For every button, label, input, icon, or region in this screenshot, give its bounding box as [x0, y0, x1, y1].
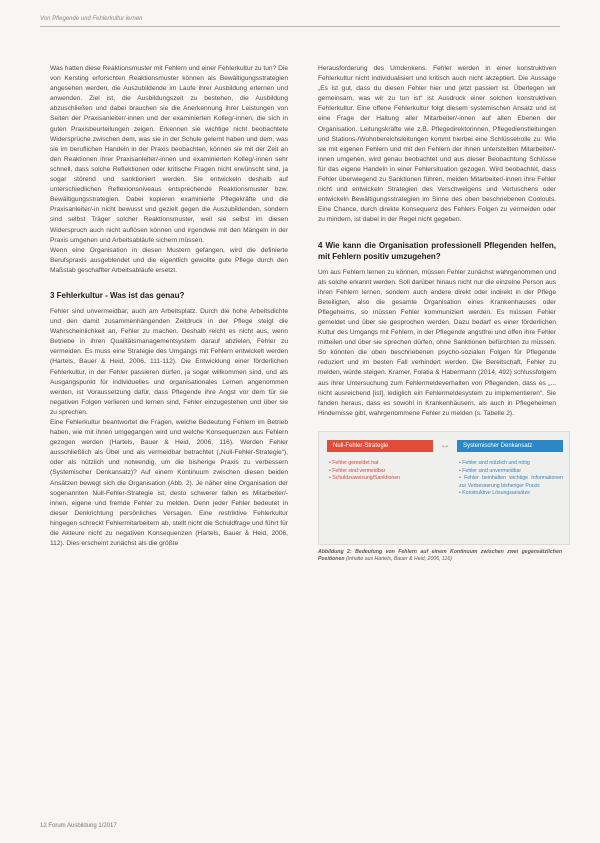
running-head: Von Pflegende und Fehlerkultur lernen	[40, 16, 143, 22]
page-footer: 12 Forum Ausbildung 1/2017	[40, 823, 117, 829]
figure-right-label: Systemischer Denkansatz	[457, 440, 563, 452]
section-heading-3: 3 Fehlerkultur - Was ist das genau?	[50, 290, 185, 300]
paragraph: Eine Fehlerkultur beantwortet die Fragen, welche Bedeutung Fehlern im Betrieb haben, wie mit ihnen umgegangen wird und welche Konsequenzen aus Fehlern gezogen werden (Hartels, Bauer & Heid, 2006, 116). Werden Fehler ausschließlich als Übel und als vermeidbar betrachtet („Null-Fehler-Strategie“), oder als nützlich und notwendig, um die bisherige Praxis zu verbessern (Systemischer Denkansatz)? Auf einem Kontinuum zwischen diesen beiden Ansätzen bewegt sich die Organisation (Abb. 2). Je näher eine Organisation der sogenannten Null-Fehler-Strategie ist, desto schwerer fallen es Mitarbeiter/-innen, eigene und fremde Fehler zu melden. Denn jeder Fehler bedeutet in dieser Denkrichtung persönliches Versagen. Eine restriktive Fehlerkultur hingegen schreckt Fehlermitarbeitern ab, stellt nicht die Schuldfrage und führt für die Akteure nicht zu negativen Konsequenzen (Hartels, Bauer & Heid, 2006, 112). Dies erscheint zunächst als die größte	[50, 419, 288, 548]
paragraph: Wenn eine Organisation in diesen Mustern gefangen, wird die definierte Berufspraxis ausgeblendet und die eigentlich gewollte gute Pflege durch den Maßstab geschaffter Arbeitsabläufe ersetzt.	[50, 246, 288, 274]
list-item: • Fehler sind vermeidbar	[329, 468, 439, 476]
caption-title: Abbildung 2: Bedeutung von Fehlern auf einem Kontinuum zwischen zwei gegensätzlichen Positionen	[318, 548, 562, 563]
left-column	[50, 64, 288, 549]
paragraph: Herausforderung des Umdenkens. Fehler werden in einer konstruktiven Fehlerkultur nicht individualisiert und kritisch auch nicht akzeptiert. Die Aussage „Es ist gut, dass du diesen Fehler hier und jetzt passiert ist. Überlegen wir gemeinsam, was wir zu tun ist“ ist Ausdruck einer solchen konstruktiven Fehlerkultur. Eine offene Fehlerkultur folgt diesem systemischen Ansatz und ist eine Frage der Haltung aller Mitarbeiter/-innen auf allen Ebenen der Organisation. Leitungskräfte wie z.B. Pflegedirektorinnen, Pflegedienstleitungen und Stations-/Wohnbereichsleitungen kommt hierbei eine Schlüsselrolle zu: Wie sie mit eigenen Fehlern und mit den Fehlern der ihnen unterstellten Mitarbeiter/-innen umgehen, wird genau beobachtet und aus dieser Beobachtung Schlüsse für das eigene Handeln in einer Fehlersituation gezogen. Wird beobachtet, dass Fehler überwiegend zu Sanktionen führen, meiden Mitarbeiter/-innen ihre Fehler nicht und entwickeln Strategien des Verschweigens und Vertuschens oder entwickeln Bewältigungsstrategien im Sinne des oben beschriebenen Coolouts. Eine Chance, durch direkte Konsequenz des Fehlers Folgen zu vermeiden oder zu mindern, ist dabei in der Regel nicht gegeben.	[318, 65, 556, 224]
list-item: • Konstruktive Lösungsansätze	[459, 490, 563, 498]
list-item: • Fehler sind nützlich und nötig	[459, 460, 563, 468]
list-item: • Fehler beinhalten wichtige Informationen zur Verbesserung bisheriger Praxis	[459, 475, 563, 490]
list-item: • Schuldzuweisung/Sanktionen	[329, 475, 439, 483]
figure-left-label: Null-Fehler-Strategie	[327, 440, 433, 452]
figure-right-list	[459, 460, 563, 498]
figure-continuum	[318, 431, 570, 545]
list-item: • Fehler gemeldet hat	[329, 460, 439, 468]
figure-left-list	[329, 460, 439, 483]
double-arrow-icon: ↔	[440, 439, 450, 451]
caption-source: (Inhalte aus Hartels, Bauer & Heid, 2006, 116)	[344, 556, 452, 563]
paragraph: Was hatten diese Reaktionsmuster mit Fehlern und einer Fehlerkultur zu tun? Die von Kersting erforschten Reaktionsmuster können als Bewältigungsstrategien angesehen werden, die Auszubildende im Laufe ihrer Ausbildung erlernen und anwenden. Ziel ist, die Ausbildungszeit zu bestehen, die Ausbildung abzuschließen und dabei brauchen sie die Anerkennung ihrer Leistungen von Seiten der Praxisanleiter/-innen und der examinierten Kolleg/-innen, die sich in guten Praxisbeurteilungen zeigen. Erkennen sie wichtige nicht beobachtete Widersprüche zwischen dem, was sie in der Schule gelernt haben und dem, was sie im beruflichen Handeln in der Praxis beobachten, können sie mit der Zeit an den Reaktionen ihrer Praxisanleiter/-innen und examinierten Kolleg/-innen sehr schnell, dass solche Reflektionen oder kritische Fragen nicht erwünscht sind, ja sogar störend und sanktioniert werden. Sie entwickeln deshalb auf unterschiedlichen Reflexionsniveaus entsprechende Reaktionsmuster bzw. Bewältigungsstrategien. Dabei kopieren examinierte Pflegekräfte und die Praxisanleiter/-in nicht bewusst und gezielt gegen die Auszubildenden, sondern sind selbst Träger solcher Reaktionsmuster, weil sie selbst im diesen Widerspruch auch nicht auflösen können und irgendwie mit den Mängeln in der Praxis umgehen und Arbeitsabläufe sichern müssen.	[50, 65, 288, 244]
list-item: • Fehler sind unvermeidbar	[459, 468, 563, 476]
section-heading-4: 4 Wie kann die Organisation professionell Pflegenden helfen, mit Fehlern positiv umzugehen?	[318, 240, 556, 261]
header-rule	[40, 26, 560, 27]
paragraph: Um aus Fehlern lernen zu können, müssen Fehler zunächst wahrgenommen und als solche erkannt werden. Soll darüber hinaus nicht nur die einzelne Person aus ihren Fehlern lernen, sondern auch andere direkt oder indirekt in der Pflege Beteiligten, also die gesamte Organisation eines Krankenhauses oder Pflegeheims, so müssen Fehler kommuniziert werden. Es müssen Fehler gemeldet und über sie gesprochen werden. Dazu bedarf es einer förderlichen Kultur des Umgangs mit Fehlern, in der Pflegende angstfrei und offen ihre Fehler mitteilen und über sie sprechen dürfen, ohne Sanktionen befürchten zu müssen. So könnten die oben beschriebenen psycho-sozialen Folgen für Pflegende reduziert und im besten Fall verhindert werden. Die Bereitschaft, Fehler zu melden, würde steigen. Kramer, Folatia & Habermann (2014, 492) schlussfolgern aus ihrer Untersuchung zum Fehlermeldeverhalten von Pflegenden, dass es „... nicht ausreichend [ist], lediglich ein Fehlermeldesystem zu implementieren“. Sie fanden heraus, dass es sowohl in Krankenhäusern, als auch in Pflegeheimen Hindernisse gibt, wahrgenommene Fehler zu melden (s. Tabelle 2).	[318, 268, 556, 417]
right-column	[318, 64, 563, 564]
figure-caption	[318, 549, 562, 564]
paragraph: Fehler sind unvermeidbar, auch am Arbeitsplatz. Durch die hohe Arbeitsdichte und den damit zusammenhängenden Zeitdruck in der Pflege steigt die Wahrscheinlichkeit an, Fehler zu machen. Deshalb reicht es nicht aus, wenn Betriebe in ihren Qualitätsmanagementsystem darauf abzielen, Fehler zu vermeiden. Es muss eine Strategie des Umgangs mit Fehlern entwickelt werden (Hartels, Bauer & Heid, 2006, 111-112). Die Entwicklung einer förderlichen Fehlerkultur, in der Fehler passieren dürfen, ja sogar willkommen sind, und als Ausgangspunkt für individuelles und organisationales Lernen angenommen werden, ist Voraussetzung dafür, dass Pflegende ihre Angst vor dem für sie negativen Folgen verlieren und lernen sind, Fehler einzugestehen und über sie zu sprechen.	[50, 307, 288, 416]
